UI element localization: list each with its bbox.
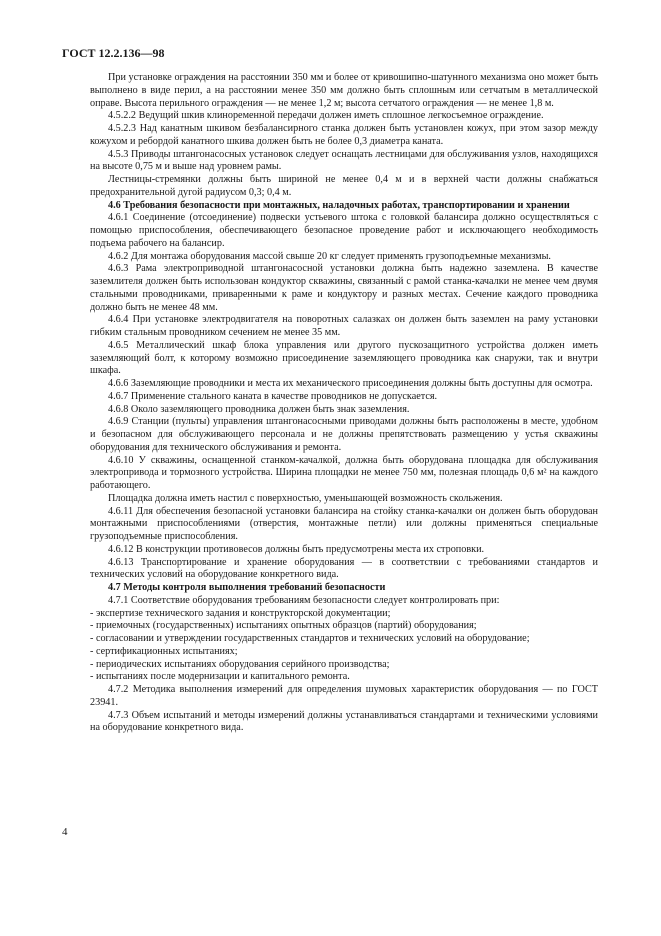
section-heading: 4.6 Требования безопасности при монтажных, наладочных работах, транспортировании и хранении bbox=[108, 199, 570, 211]
list-item: - экспертизе технического задания и конструкторской документации; bbox=[90, 607, 391, 619]
paragraph: 4.6.12 В конструкции противовесов должны быть предусмотрены места их строповки. bbox=[108, 543, 485, 555]
paragraph: 4.6.10 У скважины, оснащенной станком-качалкой, должна быть оборудована площадка для обслуживания электропривода и тормозного устройства. Ширина площадки не менее 750 мм, полезная площадь 0,6 м² на каждого работающего. bbox=[90, 454, 598, 491]
list-item: - испытаниях после модернизации и капитального ремонта. bbox=[90, 671, 350, 683]
paragraph: 4.6.8 Около заземляющего проводника должен быть знак заземления. bbox=[108, 403, 410, 415]
list-item: - сертификационных испытаниях; bbox=[90, 645, 238, 657]
paragraph: 4.6.2 Для монтажа оборудования массой свыше 20 кг следует применять грузоподъемные механизмы. bbox=[108, 250, 551, 262]
paragraph: 4.6.11 Для обеспечения безопасной установки балансира на стойку станка-качалки он должен быть оборудован монтажными приспособлениями (отверстия, монтажные петли) или должны применяться специальные грузоподъемные приспособления. bbox=[90, 505, 598, 542]
paragraph: 4.6.1 Соединение (отсоединение) подвески устьевого штока с головкой балансира должно осуществляться с помощью приспособления, обеспечивающего безопасное проведение работ и исключающего необходимость подъема рабочего на балансир. bbox=[90, 212, 598, 249]
paragraph: 4.6.3 Рама электроприводной штангонасосной установки должна быть надежно заземлена. В качестве заземлителя должен быть использован кондуктор скважины, связанный с рамой станка-качалки не менее чем двумя стальными проводниками, приваренными к раме и кондуктору и разных местах. Сечение каждого проводника должно быть не менее 48 мм. bbox=[90, 263, 598, 313]
paragraph: Лестницы-стремянки должны быть шириной не менее 0,4 м и в верхней части должны снабжаться предохранительной дугой радиусом 0,3; 0,4 м. bbox=[90, 174, 598, 198]
paragraph: 4.6.5 Металлический шкаф блока управления или другого пускозащитного устройства должен иметь заземляющий болт, к которому возможно присоединение заземляющего проводника как снаружи, так и внутри шкафа. bbox=[90, 339, 598, 377]
paragraph: 4.6.13 Транспортирование и хранение оборудования — в соответствии с требованиями стандартов и технических условий на оборудование конкретного вида. bbox=[90, 556, 598, 581]
page-number: 4 bbox=[62, 826, 68, 838]
paragraph: При установке ограждения на расстоянии 350 мм и более от кривошипно-шатунного механизма оно может быть выполнено в виде перил, а на расстоянии менее 350 мм должно быть сплошным или сетчатым в металлической оправе. Высота перильного ограждения — не менее 1,2 м; высота сетчатого ограждения — не менее 1,8 м. bbox=[90, 72, 598, 109]
document-body bbox=[90, 72, 598, 735]
paragraph: 4.6.7 Применение стального каната в качестве проводников не допускается. bbox=[108, 390, 438, 402]
list-item: - периодических испытаниях оборудования серийного производства; bbox=[90, 658, 390, 670]
paragraph: 4.6.4 При установке электродвигателя на поворотных салазках он должен быть заземлен на раму установки гибким стальным проводником сечением не менее 35 мм. bbox=[90, 314, 598, 338]
paragraph: 4.7.3 Объем испытаний и методы измерений должны устанавливаться стандартами и техническими условиями на оборудование конкретного вида. bbox=[90, 709, 598, 734]
paragraph: 4.5.3 Приводы штангонасосных установок следует оснащать лестницами для обслуживания узлов, находящихся на высоте 0,75 м и выше над уровнем рамы. bbox=[90, 148, 598, 173]
paragraph: Площадка должна иметь настил с поверхностью, уменьшающей возможность скольжения. bbox=[108, 492, 503, 504]
paragraph: 4.6.6 Заземляющие проводники и места их механического присоединения должны быть доступны для осмотра. bbox=[108, 378, 593, 389]
paragraph: 4.5.2.3 Над канатным шкивом безбалансирного станка должен быть установлен кожух, при этом зазор между кожухом и ребордой канатного шкива должен быть не более 0,3 диаметра каната. bbox=[90, 123, 598, 147]
section-heading: 4.7 Методы контроля выполнения требований безопасности bbox=[108, 582, 386, 593]
document-header: ГОСТ 12.2.136—98 bbox=[62, 46, 165, 60]
paragraph: 4.7.2 Методика выполнения измерений для определения шумовых характеристик оборудования — по ГОСТ 23941. bbox=[90, 684, 598, 708]
list-item: - согласовании и утверждении государственных стандартов и технических условий на оборудование; bbox=[90, 633, 530, 644]
paragraph: 4.5.2.2 Ведущий шкив клиноременной передачи должен иметь сплошное легкосъемное ограждение. bbox=[108, 110, 544, 122]
list-item: - приемочных (государственных) испытаниях опытных образцов (партий) оборудования; bbox=[90, 620, 477, 632]
paragraph: 4.7.1 Соответствие оборудования требованиям безопасности следует контролировать при: bbox=[108, 594, 500, 606]
paragraph: 4.6.9 Станции (пульты) управления штангонасосными приводами должны быть расположены в месте, удобном и безопасном для обслуживающего персонала и не должны препятствовать размещению у устья скважины оборудования для технического обслуживания и ремонта. bbox=[90, 416, 598, 453]
